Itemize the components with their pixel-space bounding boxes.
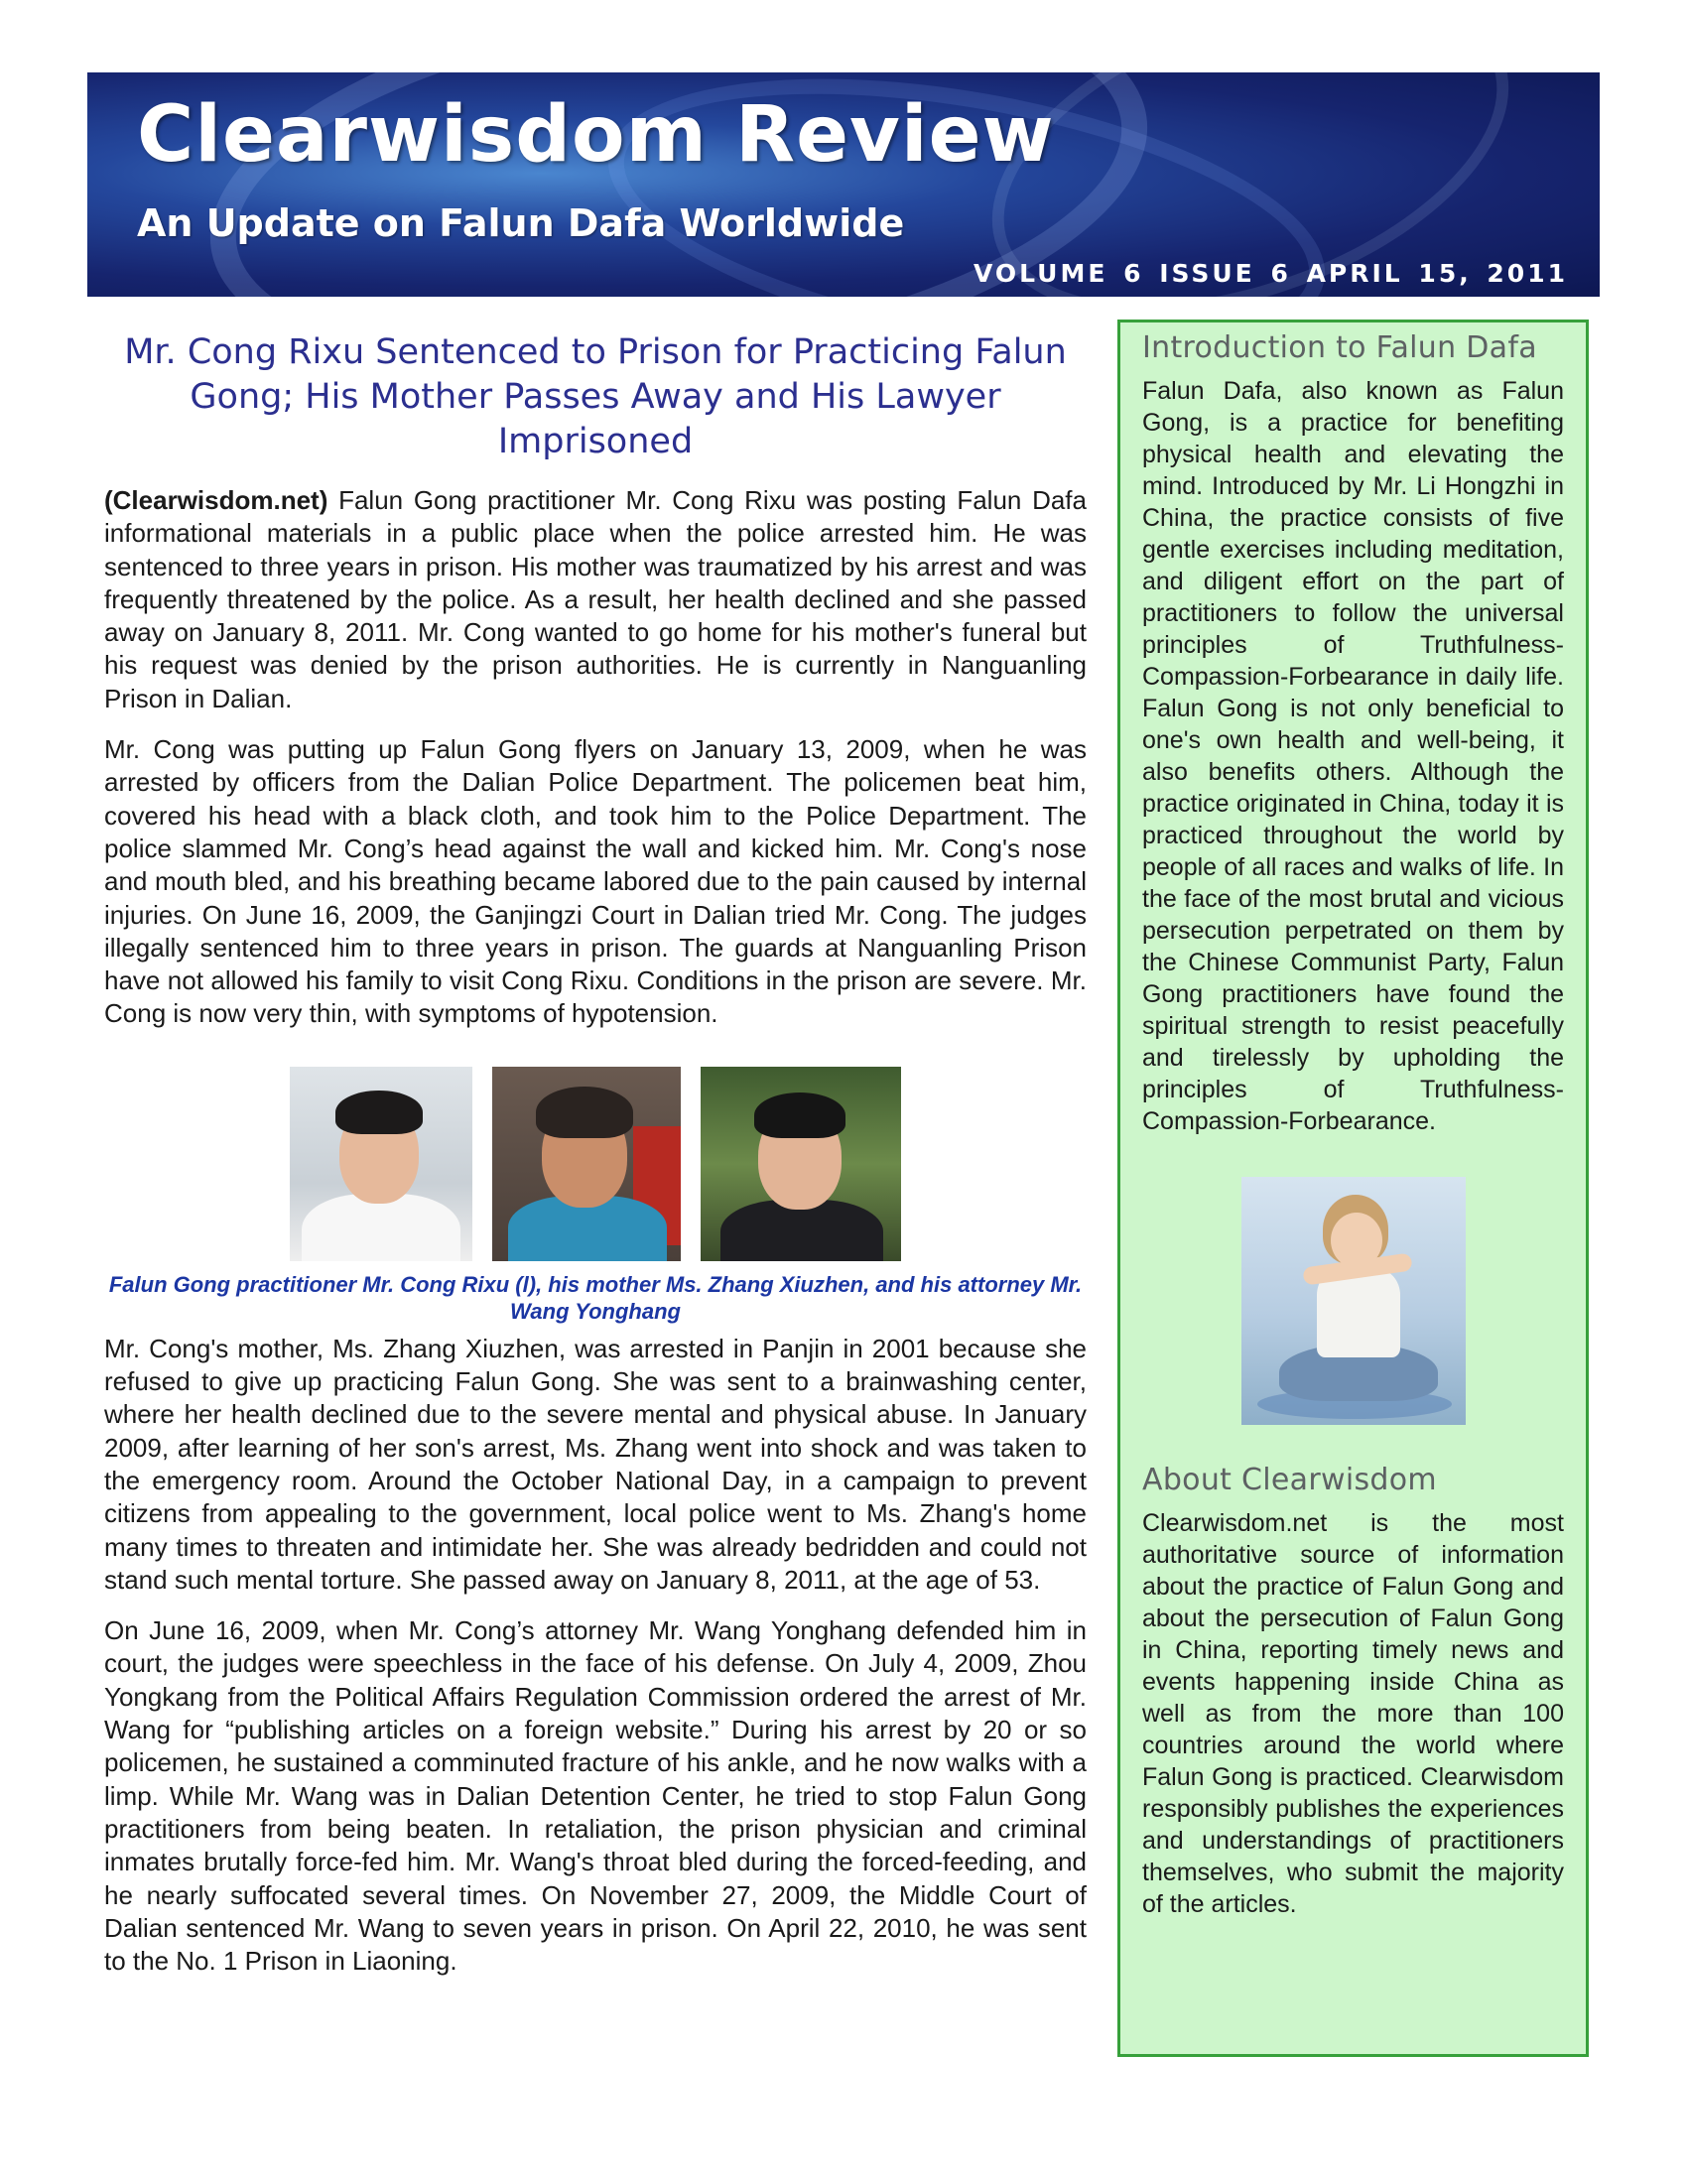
article-paragraph: Mr. Cong was putting up Falun Gong flyers on January 13, 2009, when he was arrested by officers from the Dalian Police Department. The policemen beat him, covered his head with a black cloth, and took him to the Police Department. The police slammed Mr. Cong’s head against the wall and kicked him. Mr. Cong's nose and mouth bled, and his breathing became labored due to the pain caused by internal injuries. On June 16, 2009, the Ganjingzi Court in Dalian tried Mr. Cong. The judges illegally sentenced him to three years in prison. The guards at Nanguanling Prison have not allowed his family to visit Cong Rixu. Conditions in the prison are severe. Mr. Cong is now very thin, with symptoms of hypotension.	[104, 734, 1087, 1029]
article-paragraph-text: Falun Gong practitioner Mr. Cong Rixu was posting Falun Dafa informational materials in a public place when the police arrested him. He was sentenced to three years in prison. His mother was traumatized by his arrest and was frequently threatened by the police. As a result, her health declined and she passed away on January 8, 2011. Mr. Cong wanted to go home for his mother's funeral but his request was denied by the prison authorities. He is currently in Nanguanling Prison in Dalian.	[104, 485, 1087, 713]
photo-zhang-xiuzhen	[492, 1067, 681, 1261]
sidebar-about-text: Clearwisdom.net is the most authoritative source of information about the practice of Falun Gong and about the persecution of Falun Gong in China, reporting timely news and events happening inside China as well as from the more than 100 countries around the world where Falun Gong is practiced. Clearwisdom responsibly publishes the experiences and understandings of practitioners themselves, who submit the majority of the articles.	[1142, 1509, 1564, 1918]
article-paragraph: Mr. Cong's mother, Ms. Zhang Xiuzhen, was arrested in Panjin in 2001 because she refused to give up practicing Falun Gong. She was sent to a brainwashing center, where her health declined due to the severe mental and physical abuse. In January 2009, after learning of her son's arrest, Ms. Zhang went into shock and was taken to the emergency room. Around the October National Day, in a campaign to prevent citizens from appealing to the government, local police went to Ms. Zhang's home many times to threaten and intimidate her. She was already bedridden and could not stand such mental torture. She passed away on January 8, 2011, at the age of 53.	[104, 1333, 1087, 1595]
photo-figure-hair	[536, 1087, 633, 1138]
sidebar-image-wrapper	[1142, 1177, 1564, 1425]
photo-row	[104, 1067, 1087, 1261]
photo-caption: Falun Gong practitioner Mr. Cong Rixu (l), his mother Ms. Zhang Xiuzhen, and his attorney Mr. Wang Yonghang	[108, 1271, 1083, 1324]
article-title: Mr. Cong Rixu Sentenced to Prison for Practicing Falun Gong; His Mother Passes Away and His Lawyer Imprisoned	[124, 332, 1067, 461]
meditating-child-image	[1241, 1177, 1466, 1425]
sidebar-heading-about: About Clearwisdom	[1142, 1463, 1437, 1497]
photo-figure-body	[302, 1194, 460, 1261]
photo-cong-rixu	[290, 1067, 472, 1261]
issue-info: VOLUME 6 ISSUE 6 APRIL 15, 2011	[973, 259, 1568, 288]
sidebar-intro-text: Falun Dafa, also known as Falun Gong, is a practice for benefiting physical health and elevating the mind. Introduced by Mr. Li Hongzhi in China, the practice consists of five gentle exercises including meditation, and diligent effort on the part of practitioners to follow the universal principles of Truthfulness-Compassion-Forbearance in daily life. Falun Gong is not only beneficial to one's own health and well-being, it also benefits others. Although the practice originated in China, today it is practiced throughout the world by people of all races and walks of life. In the face of the most brutal and vicious persecution perpetrated on them by the Chinese Communist Party, Falun Gong practitioners have found the spiritual strength to resist peacefully and tirelessly by upholding the principles of Truthfulness-Compassion-Forbearance.	[1142, 377, 1564, 1135]
article-paragraph: On June 16, 2009, when Mr. Cong’s attorney Mr. Wang Yonghang defended him in court, the judges were speechless in the face of his defense. On July 4, 2009, Zhou Yongkang from the Political Affairs Regulation Commission ordered the arrest of Mr. Wang for “publishing articles on a foreign website.” During his arrest by 20 or so policemen, he sustained a comminuted fracture of his ankle, and he now walks with a limp. While Mr. Wang was in Dalian Detention Center, he tried to stop Falun Gong practitioners from being beaten. In retaliation, the prison physician and criminal inmates brutally force-fed him. Mr. Wang's throat bled during the forced-feeding, and he nearly suffocated several times. On November 27, 2009, the Middle Court of Dalian sentenced Mr. Wang to seven years in prison. On April 22, 2010, he was sent to the No. 1 Prison in Liaoning.	[104, 1615, 1087, 1977]
masthead-banner	[87, 72, 1600, 297]
main-article	[104, 330, 1087, 1978]
article-source: (Clearwisdom.net)	[104, 485, 328, 515]
sidebar-heading-intro: Introduction to Falun Dafa	[1142, 330, 1537, 365]
photo-wang-yonghang	[701, 1067, 901, 1261]
photo-figure-hair	[335, 1091, 423, 1134]
photo-figure-hair	[754, 1092, 845, 1138]
publication-subtitle: An Update on Falun Dafa Worldwide	[137, 201, 905, 245]
publication-title: Clearwisdom Review	[137, 90, 1055, 180]
article-paragraph	[104, 484, 1087, 715]
sidebar-panel	[1117, 320, 1589, 2057]
